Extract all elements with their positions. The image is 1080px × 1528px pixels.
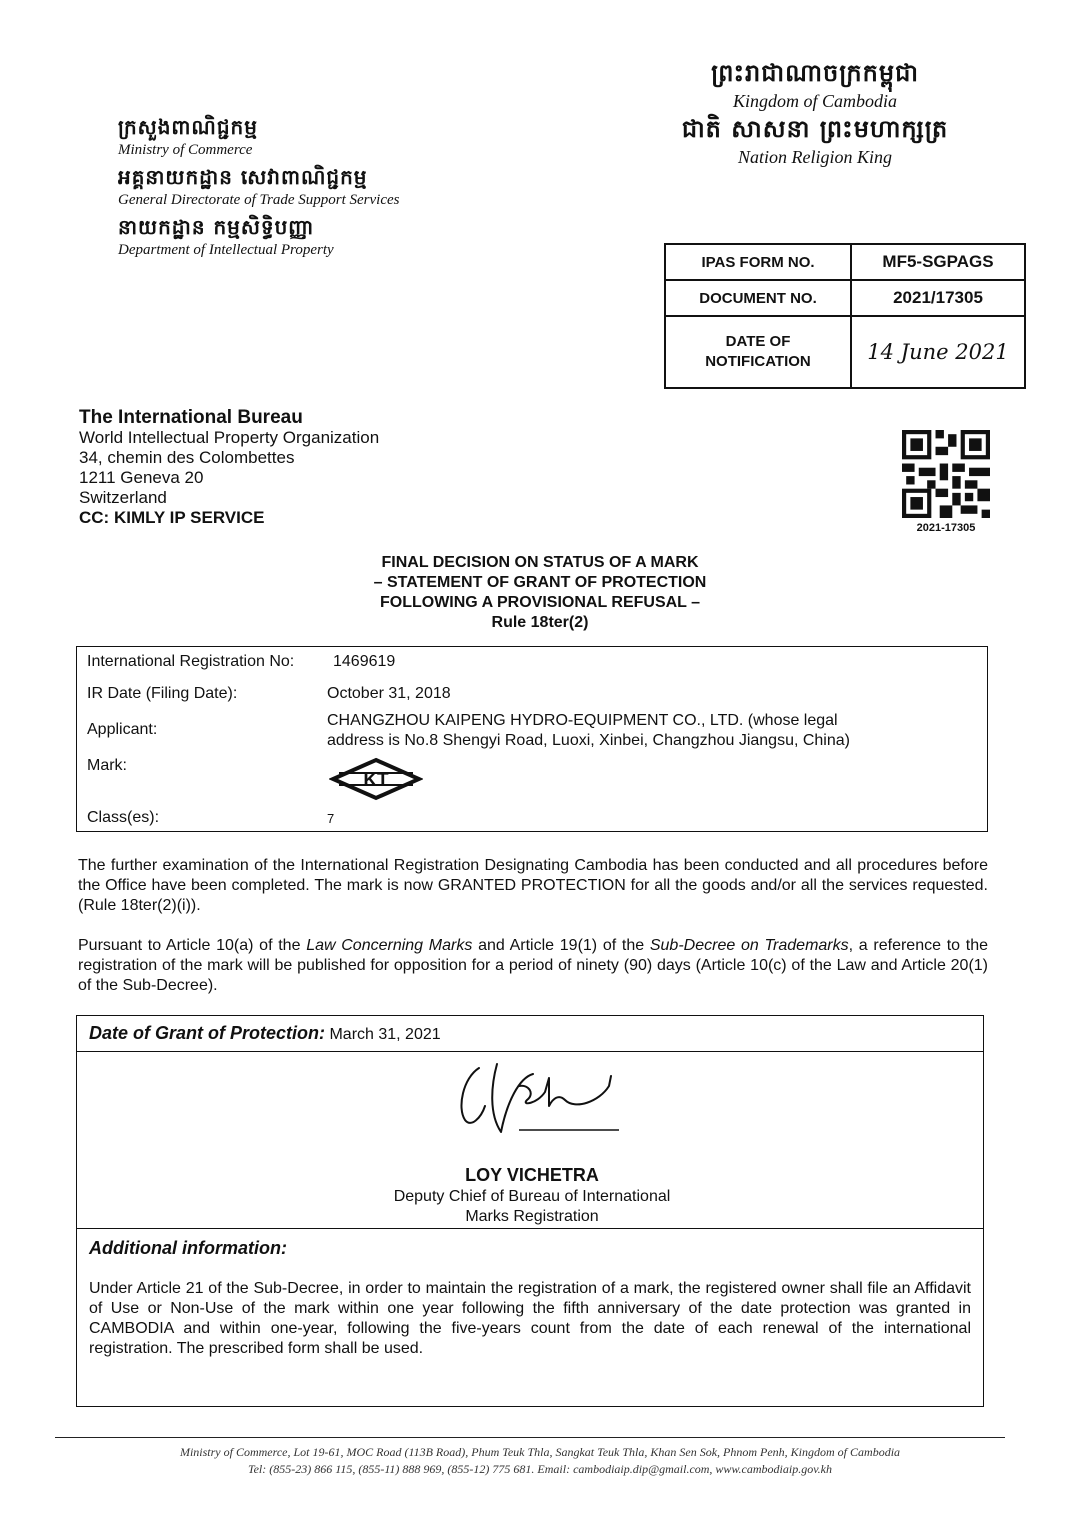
para-text: , a reference to the registration of the mark will be published for opposition for a period of ninety (90) days (Article 10(c) of the Law and Article 20(1) of the Sub-Decree). [78, 937, 989, 994]
divider [77, 1228, 983, 1229]
ir-date-label: IR Date (Filing Date): [87, 685, 238, 702]
additional-info-label: Additional information: [89, 1238, 287, 1258]
svg-text:KT: KT [363, 770, 389, 791]
applicant-line: address is No.8 Shengyi Road, Luoxi, Xinbei, Changzhou Jiangsu, China) [327, 732, 850, 749]
recipient-name: The International Bureau [79, 407, 303, 428]
title-line: – STATEMENT OF GRANT OF PROTECTION [373, 574, 707, 591]
department-khmer: នាយកដ្ឋាន កម្មសិទ្ធិបញ្ញា [118, 215, 315, 239]
footer-contact: Tel: (855-23) 866 115, (855-11) 888 969, (855-12) 775 681. Email: cambodiaip.dip@gmail.com, www.cambodiaip.gov.kh [248, 1462, 832, 1476]
class-label: Class(es): [87, 809, 160, 826]
para-text: and Article 19(1) of the [472, 937, 650, 954]
footer [40, 1444, 1040, 1478]
kingdom-header [640, 58, 990, 170]
law-title: Law Concerning Marks [306, 937, 473, 954]
signatory-title: Marks Registration [465, 1208, 599, 1225]
footer-divider [55, 1437, 1005, 1438]
applicant-label: Applicant: [87, 721, 158, 738]
signature-image [449, 1056, 629, 1138]
address-line: 34, chemin des Colombettes [79, 448, 295, 467]
ministry-header [118, 110, 518, 260]
motto-khmer: ជាតិ សាសនា ព្រះមហាក្សត្រ [681, 115, 949, 143]
signatory-title: Deputy Chief of Bureau of International [393, 1188, 671, 1205]
publication-paragraph [78, 936, 988, 996]
examination-paragraph: The further examination of the International Registration Designating Cambodia has been conducted and all procedures before the Office have been completed. The mark is now GRANTED PROTECTION for all the goods and/or all the services requested. (Rule 18ter(2)(i)). [78, 857, 988, 914]
notification-date-label: DATE OF NOTIFICATION [665, 316, 851, 388]
qr-caption: 2021-17305 [916, 522, 976, 534]
grant-date-value: March 31, 2021 [329, 1026, 441, 1043]
address-line: 1211 Geneva 20 [79, 468, 204, 487]
signatory-block [377, 1163, 687, 1227]
document-no-value: 2021/17305 [851, 280, 1025, 316]
document-no-label: DOCUMENT NO. [665, 280, 851, 316]
applicant-line: CHANGZHOU KAIPENG HYDRO-EQUIPMENT CO., LTD. (whose legal [327, 712, 838, 729]
para-text: Pursuant to Article 10(a) of the [78, 937, 307, 954]
ipas-form-label: IPAS FORM NO. [665, 244, 851, 280]
registration-details-box [76, 646, 988, 832]
title-line: FOLLOWING A PROVISIONAL REFUSAL – [379, 594, 700, 611]
decree-title: Sub-Decree on Trademarks [649, 937, 849, 954]
cc-line: CC: KIMLY IP SERVICE [79, 508, 265, 527]
ministry-english: Ministry of Commerce [118, 142, 253, 158]
directorate-khmer: អគ្គនាយកដ្ឋាន សេវាពាណិជ្ជកម្ម [118, 165, 368, 189]
grant-date-label: Date of Grant of Protection: [89, 1023, 326, 1043]
class-value: 7 [327, 811, 335, 826]
kt-mark-logo [329, 757, 423, 801]
form-info-table [664, 243, 1026, 389]
grant-date-row [89, 1023, 441, 1044]
grant-box [76, 1015, 984, 1407]
recipient-address [79, 408, 379, 528]
divider [77, 1051, 983, 1052]
ipas-form-value: MF5-SGPAGS [851, 244, 1025, 280]
ir-number-value: 1469619 [333, 653, 396, 670]
qr-code-icon [902, 430, 990, 518]
notification-date-value: 14 June 2021 [851, 316, 1025, 388]
additional-info-text: Under Article 21 of the Sub-Decree, in order to maintain the registration of a mark, the registered owner shall file an Affidavit of Use or Non-Use of the mark within one year following the fifth anniversary of the date protection was granted in CAMBODIA and within one-year, following the five-years count from the date of each renewal of the international registration. The prescribed form shall be used. [89, 1280, 971, 1357]
mark-label: Mark: [87, 757, 127, 774]
motto-english: Nation Religion King [737, 147, 892, 167]
applicant-value [327, 711, 850, 751]
kingdom-english: Kingdom of Cambodia [732, 91, 897, 111]
footer-address: Ministry of Commerce, Lot 19-61, MOC Road (113B Road), Phum Teuk Thla, Sangkat Teuk Thla, Khan Sen Sok, Phnom Penh, Kingdom of Cambodia [179, 1445, 901, 1459]
department-english: Department of Intellectual Property [118, 242, 334, 258]
ir-number-label: International Registration No: [87, 653, 295, 670]
address-line: World Intellectual Property Organization [79, 428, 380, 447]
ir-date-value: October 31, 2018 [327, 685, 451, 702]
kingdom-khmer: ព្រះរាជាណាចក្រកម្ពុជា [711, 59, 919, 87]
directorate-english: General Directorate of Trade Support Services [118, 192, 400, 208]
signatory-name: LOY VICHETRA [465, 1165, 599, 1185]
address-line: Switzerland [79, 488, 167, 507]
ministry-khmer: ក្រសួងពាណិជ្ជកម្ម [118, 115, 258, 139]
title-rule: Rule 18ter(2) [491, 614, 589, 631]
document-title [290, 553, 790, 633]
title-line: FINAL DECISION ON STATUS OF A MARK [381, 554, 699, 571]
